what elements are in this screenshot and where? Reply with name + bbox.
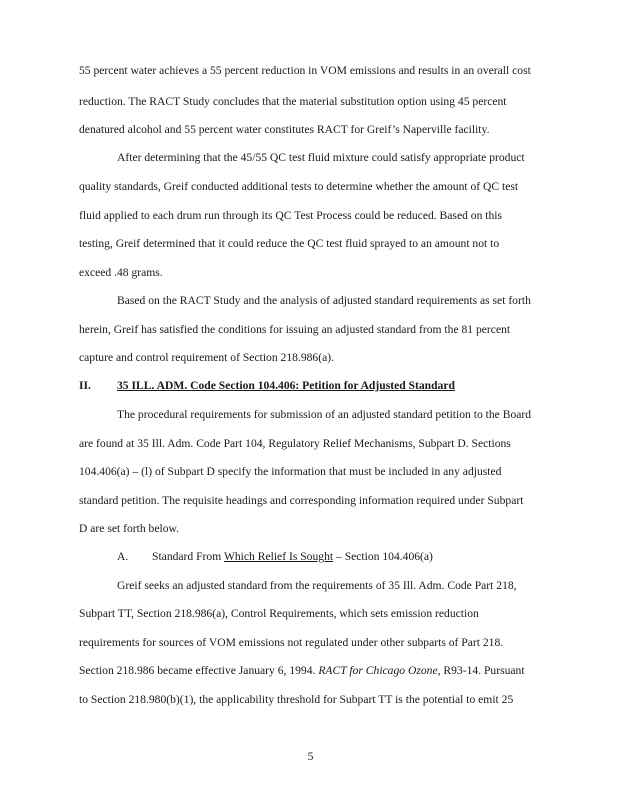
paragraph-line: The procedural requirements for submission of an adjusted standard petition to the Board <box>117 408 532 421</box>
paragraph-line: Greif seeks an adjusted standard from the requirements of 35 Ill. Adm. Code Part 218, <box>117 579 517 592</box>
subsection-heading-underlined: Which Relief Is Sought <box>223 550 334 563</box>
subsection-heading-pre: Standard From <box>152 550 224 563</box>
paragraph-line: D are set forth below. <box>79 522 180 535</box>
section-heading: 35 ILL. ADM. Code Section 104.406: Petition for Adjusted Standard <box>117 379 455 392</box>
line-pre: Section 218.986 became effective January 6, 1994. <box>79 664 319 677</box>
paragraph-line: capture and control requirement of Section 218.986(a). <box>79 351 334 364</box>
paragraph-line: 55 percent water achieves a 55 percent reduction in VOM emissions and results in an overall cost <box>79 64 531 77</box>
paragraph-line: Subpart TT, Section 218.986(a), Control Requirements, which sets emission reduction <box>79 607 479 620</box>
subsection-heading-post: – Section 104.406(a) <box>333 550 433 563</box>
page-number: 5 <box>307 750 314 763</box>
line-post: , R93-14. Pursuant <box>437 664 525 677</box>
paragraph-line: reduction. The RACT Study concludes that the material substitution option using 45 percent <box>79 95 507 108</box>
paragraph-line: testing, Greif determined that it could reduce the QC test fluid sprayed to an amount not to <box>79 237 500 250</box>
subsection-letter: A. <box>117 550 129 563</box>
paragraph-line: 104.406(a) – (l) of Subpart D specify the information that must be included in any adjusted <box>79 465 502 478</box>
paragraph-line: quality standards, Greif conducted additional tests to determine whether the amount of QC test <box>79 180 519 193</box>
paragraph-line <box>79 664 525 677</box>
paragraph-line: standard petition. The requisite headings and corresponding information required under Subpart <box>79 494 524 507</box>
section-number: II. <box>79 379 91 392</box>
paragraph-line: exceed .48 grams. <box>79 266 163 279</box>
paragraph-line: are found at 35 Ill. Adm. Code Part 104, Regulatory Relief Mechanisms, Subpart D. Sections <box>79 437 511 450</box>
paragraph-line: After determining that the 45/55 QC test fluid mixture could satisfy appropriate product <box>117 151 525 164</box>
paragraph-line: to Section 218.980(b)(1), the applicability threshold for Subpart TT is the potential to emit 25 <box>79 693 514 706</box>
paragraph-line: herein, Greif has satisfied the conditions for issuing an adjusted standard from the 81 percent <box>79 323 511 336</box>
case-citation: RACT for Chicago Ozone <box>318 664 438 677</box>
paragraph-line: Based on the RACT Study and the analysis of adjusted standard requirements as set forth <box>117 294 531 307</box>
paragraph-line: fluid applied to each drum run through its QC Test Process could be reduced. Based on this <box>79 209 503 222</box>
paragraph-line: denatured alcohol and 55 percent water constitutes RACT for Greif’s Naperville facility. <box>79 123 490 136</box>
paragraph-line: requirements for sources of VOM emissions not regulated under other subparts of Part 218. <box>79 636 504 649</box>
subsection-heading <box>152 550 433 563</box>
